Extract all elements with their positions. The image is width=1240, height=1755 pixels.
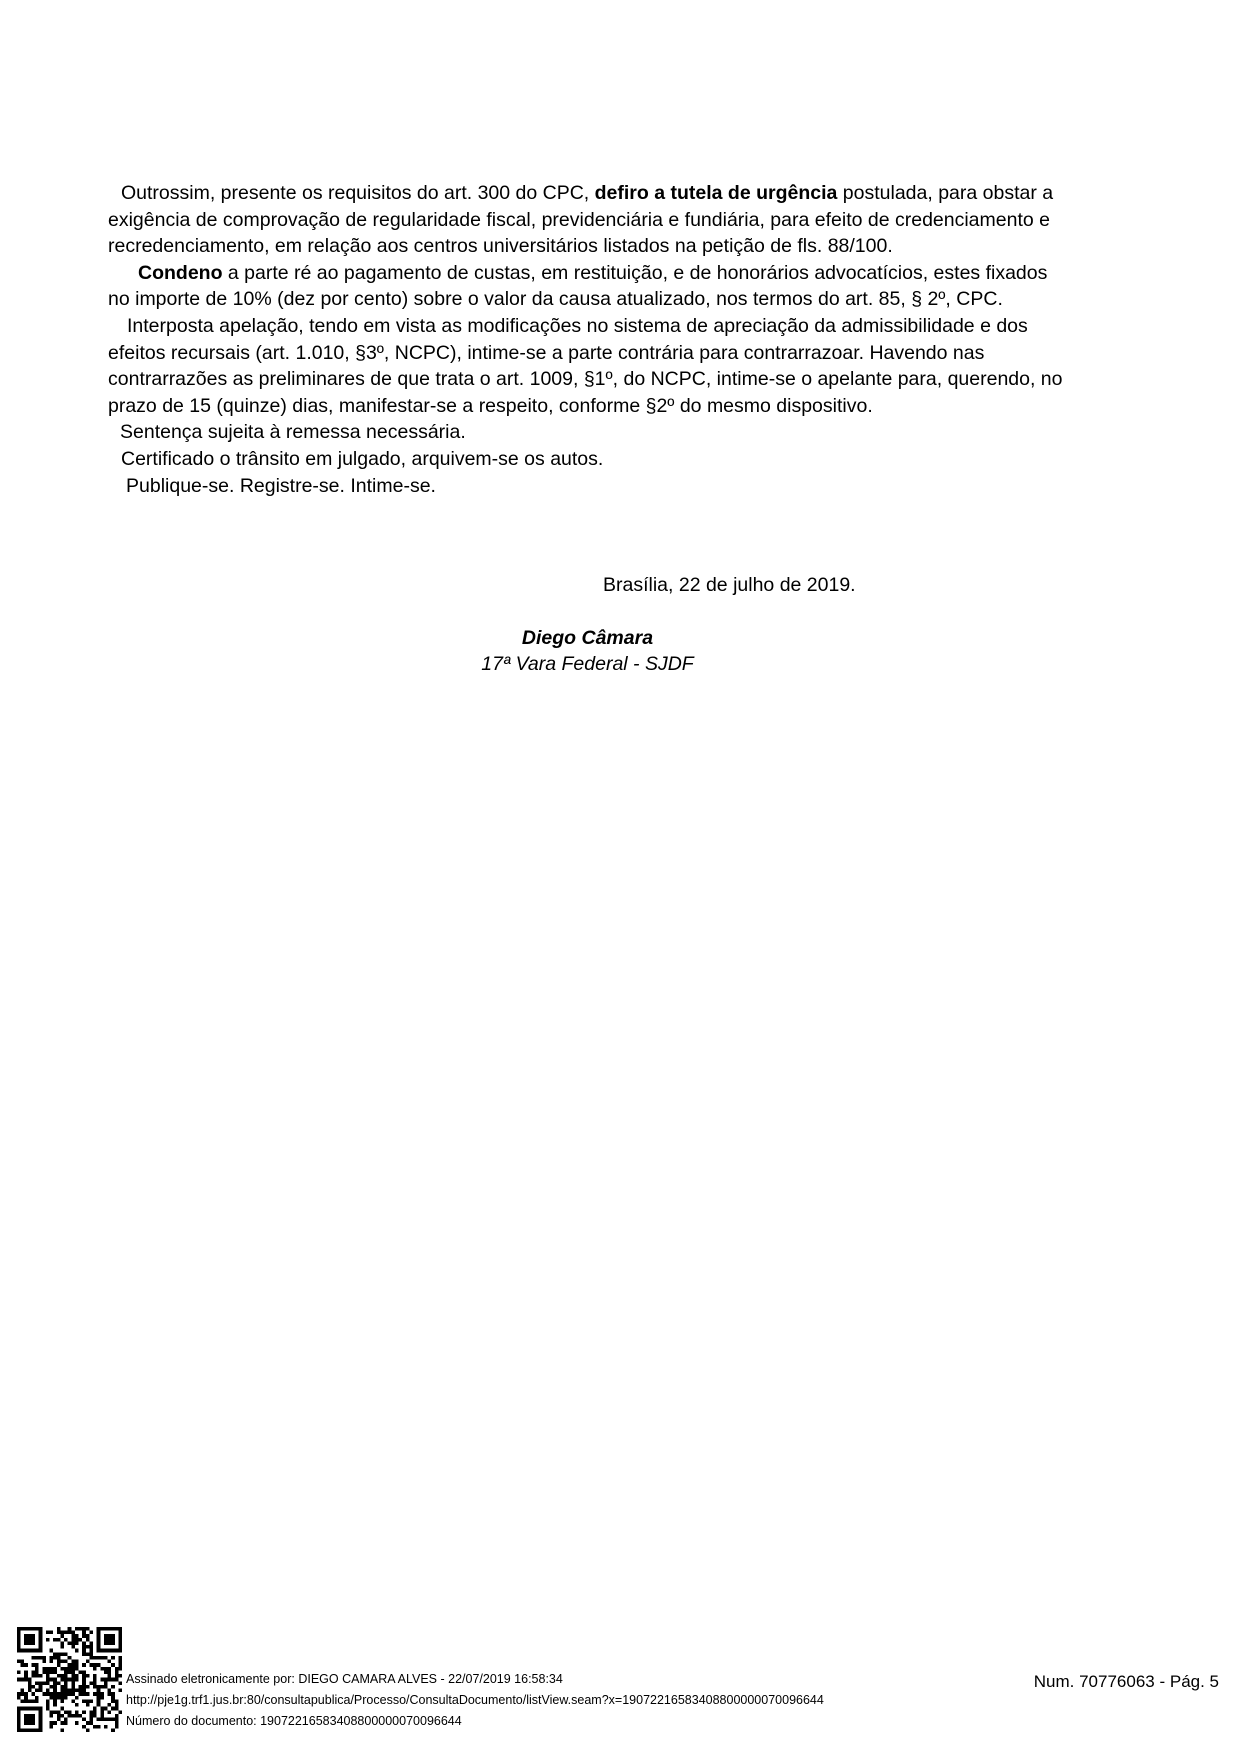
paragraph-tutela-text-2: postulada, para obstar a exigência de comprovação de regularidade fiscal, previdenciária e fundiária, para efeito de credenciamento e recredenciamento, em relação aos centros universitários listados na petição de fls. 88/100. — [108, 182, 1054, 258]
paragraph-condeno — [108, 260, 1068, 313]
paragraph-condeno-bold: Condeno — [138, 261, 223, 284]
footer-url[interactable]: http://pje1g.trf1.jus.br:80/consultapublica/Processo/ConsultaDocumento/listView.seam?x=19072216583408800000070096644 — [126, 1693, 824, 1707]
qr-code-icon — [17, 1627, 122, 1732]
signature-role: 17ª Vara Federal - SJDF — [481, 653, 694, 675]
footer-signed-by: Assinado eletronicamente por: DIEGO CAMARA ALVES - 22/07/2019 16:58:34 — [126, 1672, 563, 1686]
document-date: Brasília, 22 de julho de 2019. — [603, 574, 856, 596]
paragraph-apelacao: Interposta apelação, tendo em vista as modificações no sistema de apreciação da admissibilidade e dos efeitos recursais (art. 1.010, §3º, NCPC), intime-se a parte contrária para contrarrazoar. Havendo nas contrarrazões as preliminares de que trata o art. 1009, §1º, do NCPC, intime-se o apelante para, querendo, no prazo de 15 (quinze) dias, manifestar-se a respeito, conforme §2º do mesmo dispositivo. — [108, 314, 1063, 417]
page-number: Num. 70776063 - Pág. 5 — [1033, 1672, 1219, 1691]
signature-name: Diego Câmara — [521, 627, 654, 649]
paragraph-remessa: Sentença sujeita à remessa necessária. — [120, 421, 466, 444]
paragraph-transito: Certificado o trânsito em julgado, arquivem-se os autos. — [121, 447, 604, 470]
paragraph-tutela-text-1: Outrossim, presente os requisitos do art. 300 do CPC, — [121, 182, 595, 204]
paragraph-tutela-bold: defiro a tutela de urgência — [594, 182, 838, 204]
footer-doc-number: Número do documento: 19072216583408800000070096644 — [126, 1714, 462, 1728]
paragraph-tutela — [108, 180, 1068, 260]
paragraph-condeno-text: a parte ré ao pagamento de custas, em restituição, e de honorários advocatícios, estes fixados no importe de 10% (dez por cento) sobre o valor da causa atualizado, nos termos do art. 85, § 2º, CPC. — [108, 261, 1048, 311]
paragraph-publique: Publique-se. Registre-se. Intime-se. — [126, 474, 436, 497]
document-body — [108, 180, 1068, 499]
